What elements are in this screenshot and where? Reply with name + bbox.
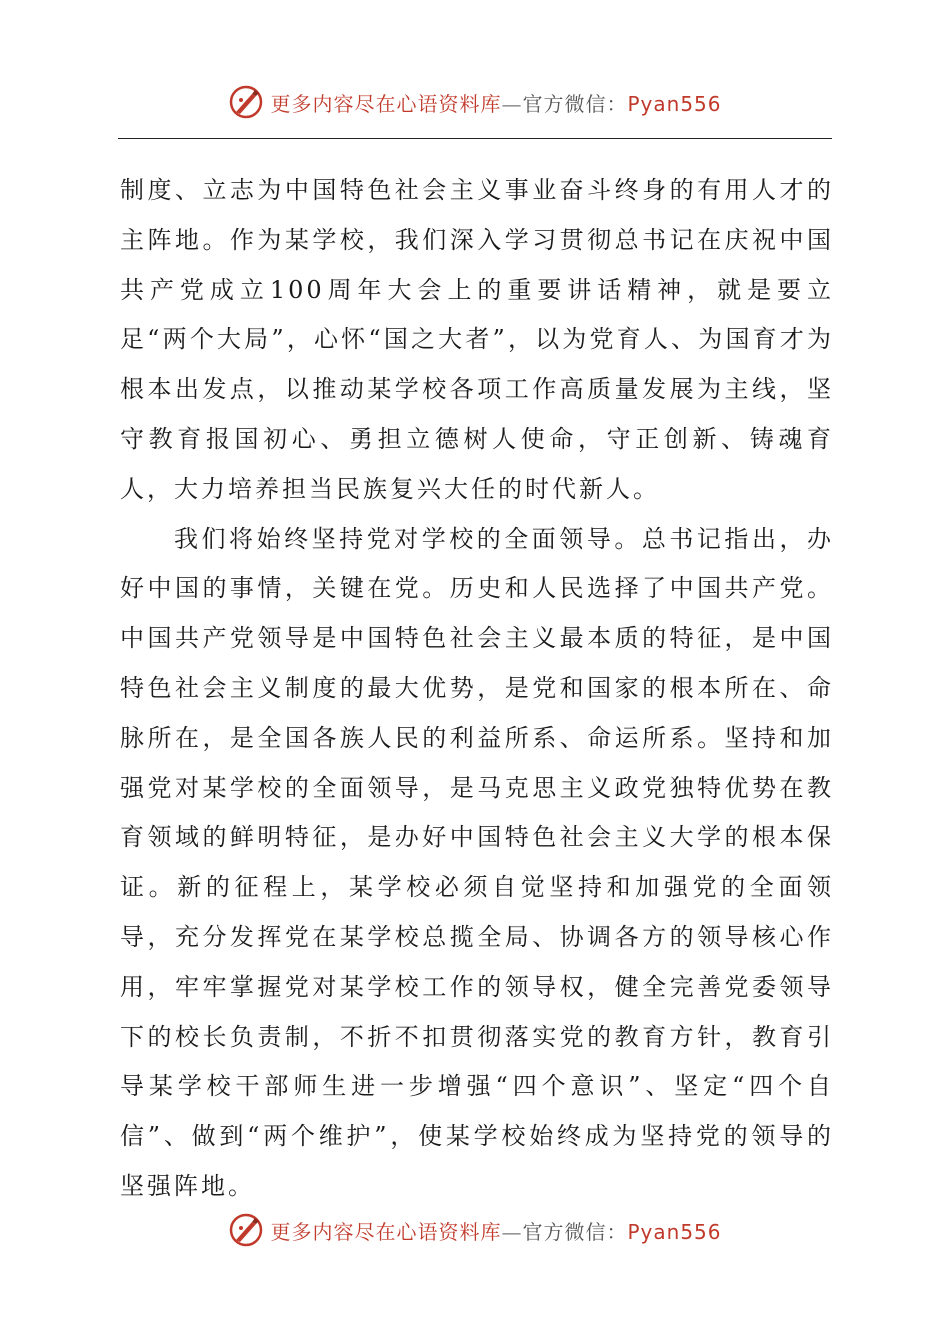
footer-banner [0, 1210, 950, 1250]
document-body [120, 166, 834, 1212]
footer-mid-text: 官方微信： [522, 1219, 628, 1244]
header-mid-text: 官方微信： [522, 91, 628, 116]
header-dash: — [501, 91, 523, 116]
pen-circle-logo-icon [228, 1212, 264, 1248]
header-banner-text [270, 88, 721, 117]
footer-site-text: 更多内容尽在心语资料库 [270, 1219, 502, 1244]
pen-circle-logo-icon [228, 84, 264, 120]
footer-wechat-id: Pyan556 [627, 1219, 722, 1244]
header-wechat-id: Pyan556 [627, 91, 722, 116]
paragraph-1: 制度、立志为中国特色社会主义事业奋斗终身的有用人才的主阵地。作为某学校，我们深入学习贯彻总书记在庆祝中国共产党成立100周年大会上的重要讲话精神，就是要立足“两个大局”，心怀“国之大者”，以为党育人、为国育才为根本出发点，以推动某学校各项工作高质量发展为主线，坚守教育报国初心、勇担立德树人使命，守正创新、铸魂育人，大力培养担当民族复兴大任的时代新人。 [120, 176, 834, 503]
header-divider [118, 138, 832, 139]
header-site-text: 更多内容尽在心语资料库 [270, 91, 502, 116]
footer-banner-text [270, 1216, 721, 1245]
paragraph-2: 我们将始终坚持党对学校的全面领导。总书记指出，办好中国的事情，关键在党。历史和人民选择了中国共产党。中国共产党领导是中国特色社会主义最本质的特征，是中国特色社会主义制度的最大优势，是党和国家的根本所在、命脉所在，是全国各族人民的利益所系、命运所系。坚持和加强党对某学校的全面领导，是马克思主义政党独特优势在教育领域的鲜明特征，是办好中国特色社会主义大学的根本保证。新的征程上，某学校必须自觉坚持和加强党的全面领导，充分发挥党在某学校总揽全局、协调各方的领导核心作用，牢牢掌握党对某学校工作的领导权，健全完善党委领导下的校长负责制，不折不扣贯彻落实党的教育方针，教育引导某学校干部师生进一步增强“四个意识”、坚定“四个自信”、做到“两个维护”，使某学校始终成为坚持党的领导的坚强阵地。 [120, 524, 834, 1200]
footer-dash: — [501, 1219, 523, 1244]
header-banner [0, 82, 950, 122]
